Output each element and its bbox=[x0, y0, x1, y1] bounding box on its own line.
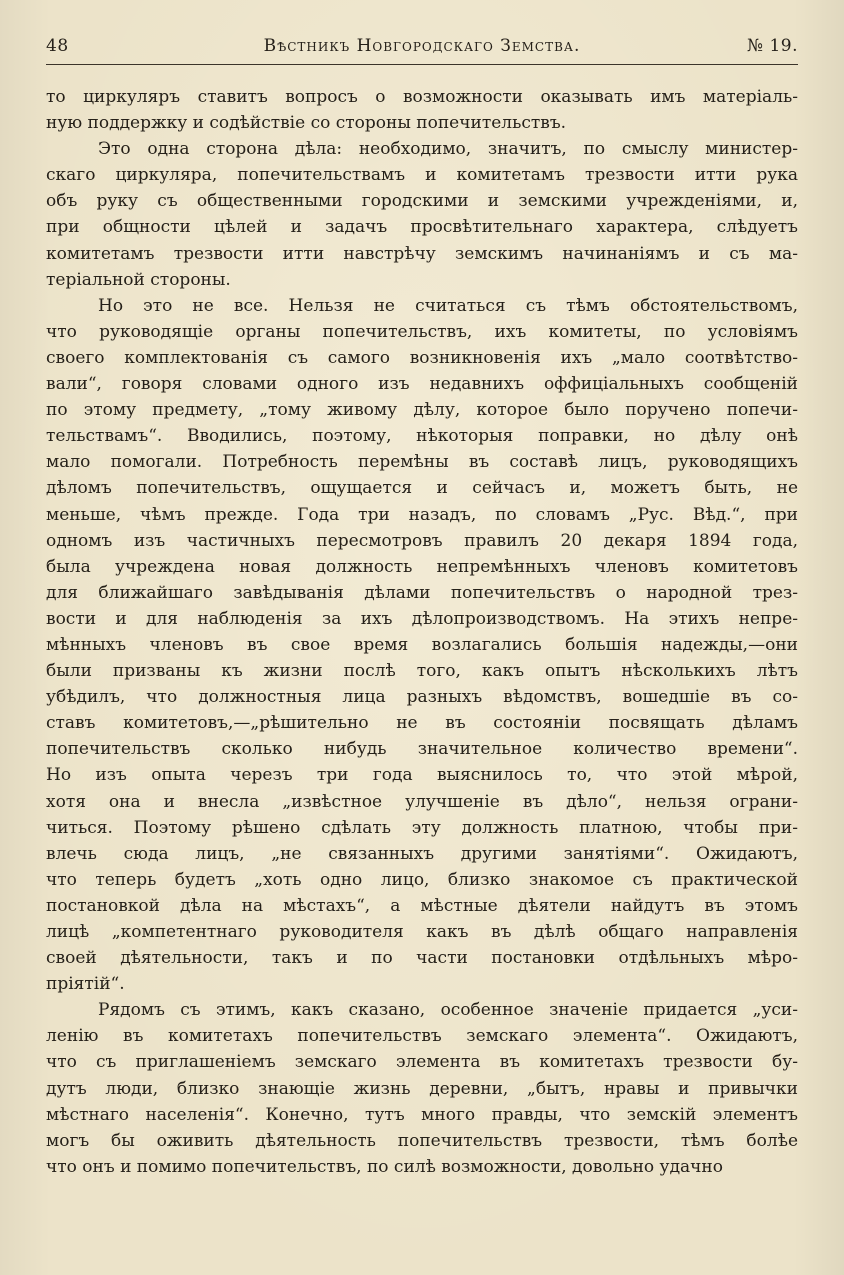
paragraph bbox=[46, 293, 798, 998]
text-line: Рядомъ съ этимъ, какъ сказано, особенное значеніе придается „уси- bbox=[98, 1000, 798, 1021]
text-line: хотя она и внесла „извѣстное улучшеніе въ дѣло“, нельзя ограни- bbox=[46, 791, 798, 812]
paragraph bbox=[46, 136, 798, 293]
text-line: что теперь будетъ „хоть одно лицо, близко знакомое съ практической bbox=[46, 869, 798, 890]
text-line: вости и для наблюденія за ихъ дѣлопроизводствомъ. На этихъ непре- bbox=[46, 608, 798, 629]
text-line: Но это не все. Нельзя не считаться съ тѣмъ обстоятельствомъ, bbox=[98, 295, 798, 316]
text-line: теріальной стороны. bbox=[46, 269, 231, 290]
text-line: постановкой дѣла на мѣстахъ“, а мѣстные дѣятели найдутъ въ этомъ bbox=[46, 895, 798, 916]
issue-number: № 19. bbox=[746, 36, 798, 56]
journal-title: Вѣстникъ Новгородскаго Земства. bbox=[263, 36, 581, 56]
text-line: влечь сюда лицъ, „не связанныхъ другими занятіями“. Ожидаютъ, bbox=[46, 843, 798, 864]
text-line: объ руку съ общественными городскими и земскими учрежденіями, и, bbox=[46, 191, 798, 212]
text-line: по этому предмету, „тому живому дѣлу, которое было поручено попечи- bbox=[46, 400, 798, 421]
text-line: мало помогали. Потребность перемѣны въ составѣ лицъ, руководящихъ bbox=[46, 452, 798, 473]
text-line: одномъ изъ частичныхъ пересмотровъ правилъ 20 декаря 1894 года, bbox=[46, 530, 798, 551]
text-line: пріятій“. bbox=[46, 974, 125, 995]
text-line: скаго циркуляра, попечительствамъ и комитетамъ трезвости итти рука bbox=[46, 165, 798, 186]
text-line: ставъ комитетовъ,—„рѣшительно не въ состояніи посвящать дѣламъ bbox=[46, 713, 798, 734]
text-line: комитетамъ трезвости итти навстрѣчу земскимъ начинаніямъ и съ ма- bbox=[46, 243, 798, 264]
text-line: что съ приглашеніемъ земскаго элемента въ комитетахъ трезвости бу- bbox=[46, 1052, 798, 1073]
text-line: тельствамъ“. Вводились, поэтому, нѣкоторыя поправки, но дѣлу онѣ bbox=[46, 426, 798, 447]
header-rule bbox=[46, 64, 798, 65]
text-line: читься. Поэтому рѣшено сдѣлать эту должность платною, чтобы при- bbox=[46, 817, 798, 838]
text-line: дутъ люди, близко знающіе жизнь деревни, „бытъ, нравы и привычки bbox=[46, 1078, 798, 1099]
text-line: для ближайшаго завѣдыванія дѣлами попечительствъ о народной трез- bbox=[46, 582, 798, 603]
text-line: то циркуляръ ставитъ вопросъ о возможности оказывать имъ матеріаль- bbox=[46, 87, 798, 107]
text-line: могъ бы оживить дѣятельность попечительствъ трезвости, тѣмъ болѣе bbox=[46, 1130, 798, 1151]
text-line: были призваны къ жизни послѣ того, какъ опытъ нѣсколькихъ лѣтъ bbox=[46, 661, 798, 682]
text-line: вали“, говоря словами одного изъ недавнихъ оффиціальныхъ сообщеній bbox=[46, 374, 798, 395]
article-text bbox=[46, 84, 798, 1180]
paragraph bbox=[46, 84, 798, 136]
text-line: мѣстнаго населенія“. Конечно, тутъ много правды, что земскій элементъ bbox=[46, 1104, 798, 1125]
page-number: 48 bbox=[46, 36, 69, 56]
running-header bbox=[46, 34, 798, 60]
text-line: при общности цѣлей и задачъ просвѣтительнаго характера, слѣдуетъ bbox=[46, 217, 798, 238]
text-line: ленію въ комитетахъ попечительствъ земскаго элемента“. Ожидаютъ, bbox=[46, 1026, 798, 1047]
text-line: была учреждена новая должность непремѣнныхъ членовъ комитетовъ bbox=[46, 556, 798, 577]
text-line: убѣдилъ, что должностныя лица разныхъ вѣдомствъ, вошедшіе въ со- bbox=[46, 687, 798, 708]
paragraph bbox=[46, 997, 798, 1180]
text-line: дѣломъ попечительствъ, ощущается и сейчасъ и, можетъ быть, не bbox=[46, 478, 798, 499]
text-line: что руководящіе органы попечительствъ, ихъ комитеты, по условіямъ bbox=[46, 321, 798, 342]
text-line: что онъ и помимо попечительствъ, по силѣ возможности, довольно удачно bbox=[46, 1156, 723, 1177]
text-line: Но изъ опыта черезъ три года выяснилось то, что этой мѣрой, bbox=[46, 765, 798, 786]
text-line: меньше, чѣмъ прежде. Года три назадъ, по словамъ „Рус. Вѣд.“, при bbox=[46, 504, 798, 525]
text-line: ную поддержку и содѣйствіе со стороны попечительствъ. bbox=[46, 113, 567, 134]
text-line: своей дѣятельности, такъ и по части постановки отдѣльныхъ мѣро- bbox=[46, 948, 798, 969]
text-line: мѣнныхъ членовъ въ свое время возлагались большія надежды,—они bbox=[46, 634, 798, 655]
text-line: Это одна сторона дѣла: необходимо, значитъ, по смыслу министер- bbox=[98, 139, 798, 160]
text-line: лицѣ „компетентнаго руководителя какъ въ дѣлѣ общаго направленія bbox=[46, 922, 798, 942]
text-line: попечительствъ сколько нибудь значительное количество времени“. bbox=[46, 739, 798, 760]
text-line: своего комплектованія съ самого возникновенія ихъ „мало соотвѣтство- bbox=[46, 347, 798, 368]
